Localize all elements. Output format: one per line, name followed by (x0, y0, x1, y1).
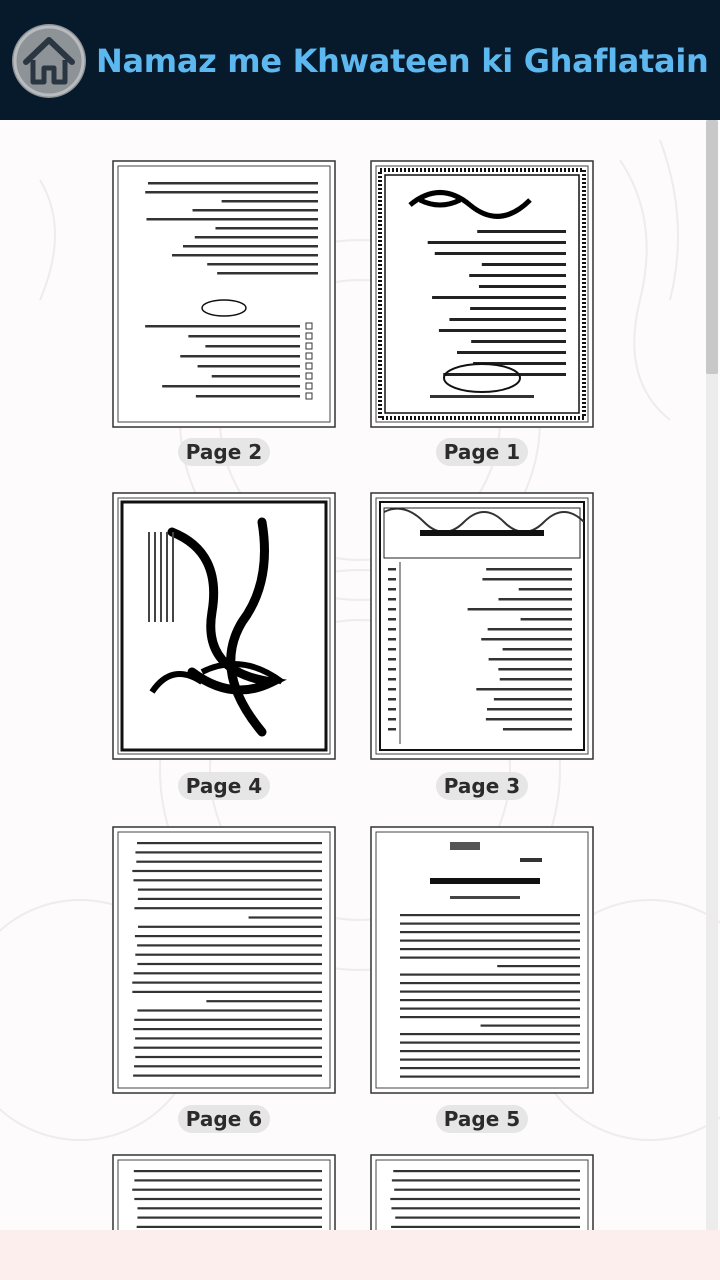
page-thumbnail[interactable] (370, 1154, 594, 1230)
page-label[interactable]: Page 4 (178, 772, 270, 800)
scrollbar[interactable] (706, 120, 718, 1230)
app-header (0, 0, 720, 120)
page-image (370, 492, 594, 760)
page-thumbnail[interactable] (112, 160, 336, 428)
home-button[interactable] (12, 24, 86, 98)
page-thumbnail[interactable] (112, 826, 336, 1094)
background-pattern (0, 120, 720, 1230)
page-image (370, 160, 594, 428)
page-thumbnail[interactable] (112, 492, 336, 760)
page-label[interactable]: Page 5 (436, 1105, 528, 1133)
home-icon (12, 24, 86, 98)
page-image (112, 826, 336, 1094)
page-image (112, 160, 336, 428)
page-thumbnail[interactable] (112, 1154, 336, 1230)
page-thumbnail[interactable] (370, 160, 594, 428)
page-image (112, 492, 336, 760)
page-label[interactable]: Page 1 (436, 438, 528, 466)
page-label[interactable]: Page 6 (178, 1105, 270, 1133)
page-image (370, 1154, 594, 1230)
page-label[interactable]: Page 3 (436, 772, 528, 800)
page-thumbnail[interactable] (370, 492, 594, 760)
page-label[interactable]: Page 2 (178, 438, 270, 466)
page-grid (0, 120, 720, 1230)
page-image (370, 826, 594, 1094)
app-title: Namaz me Khwateen ki Ghaflatain (96, 42, 709, 80)
page-image (112, 1154, 336, 1230)
scrollbar-thumb[interactable] (706, 120, 718, 374)
footer-bar (0, 1230, 720, 1280)
page-thumbnail[interactable] (370, 826, 594, 1094)
